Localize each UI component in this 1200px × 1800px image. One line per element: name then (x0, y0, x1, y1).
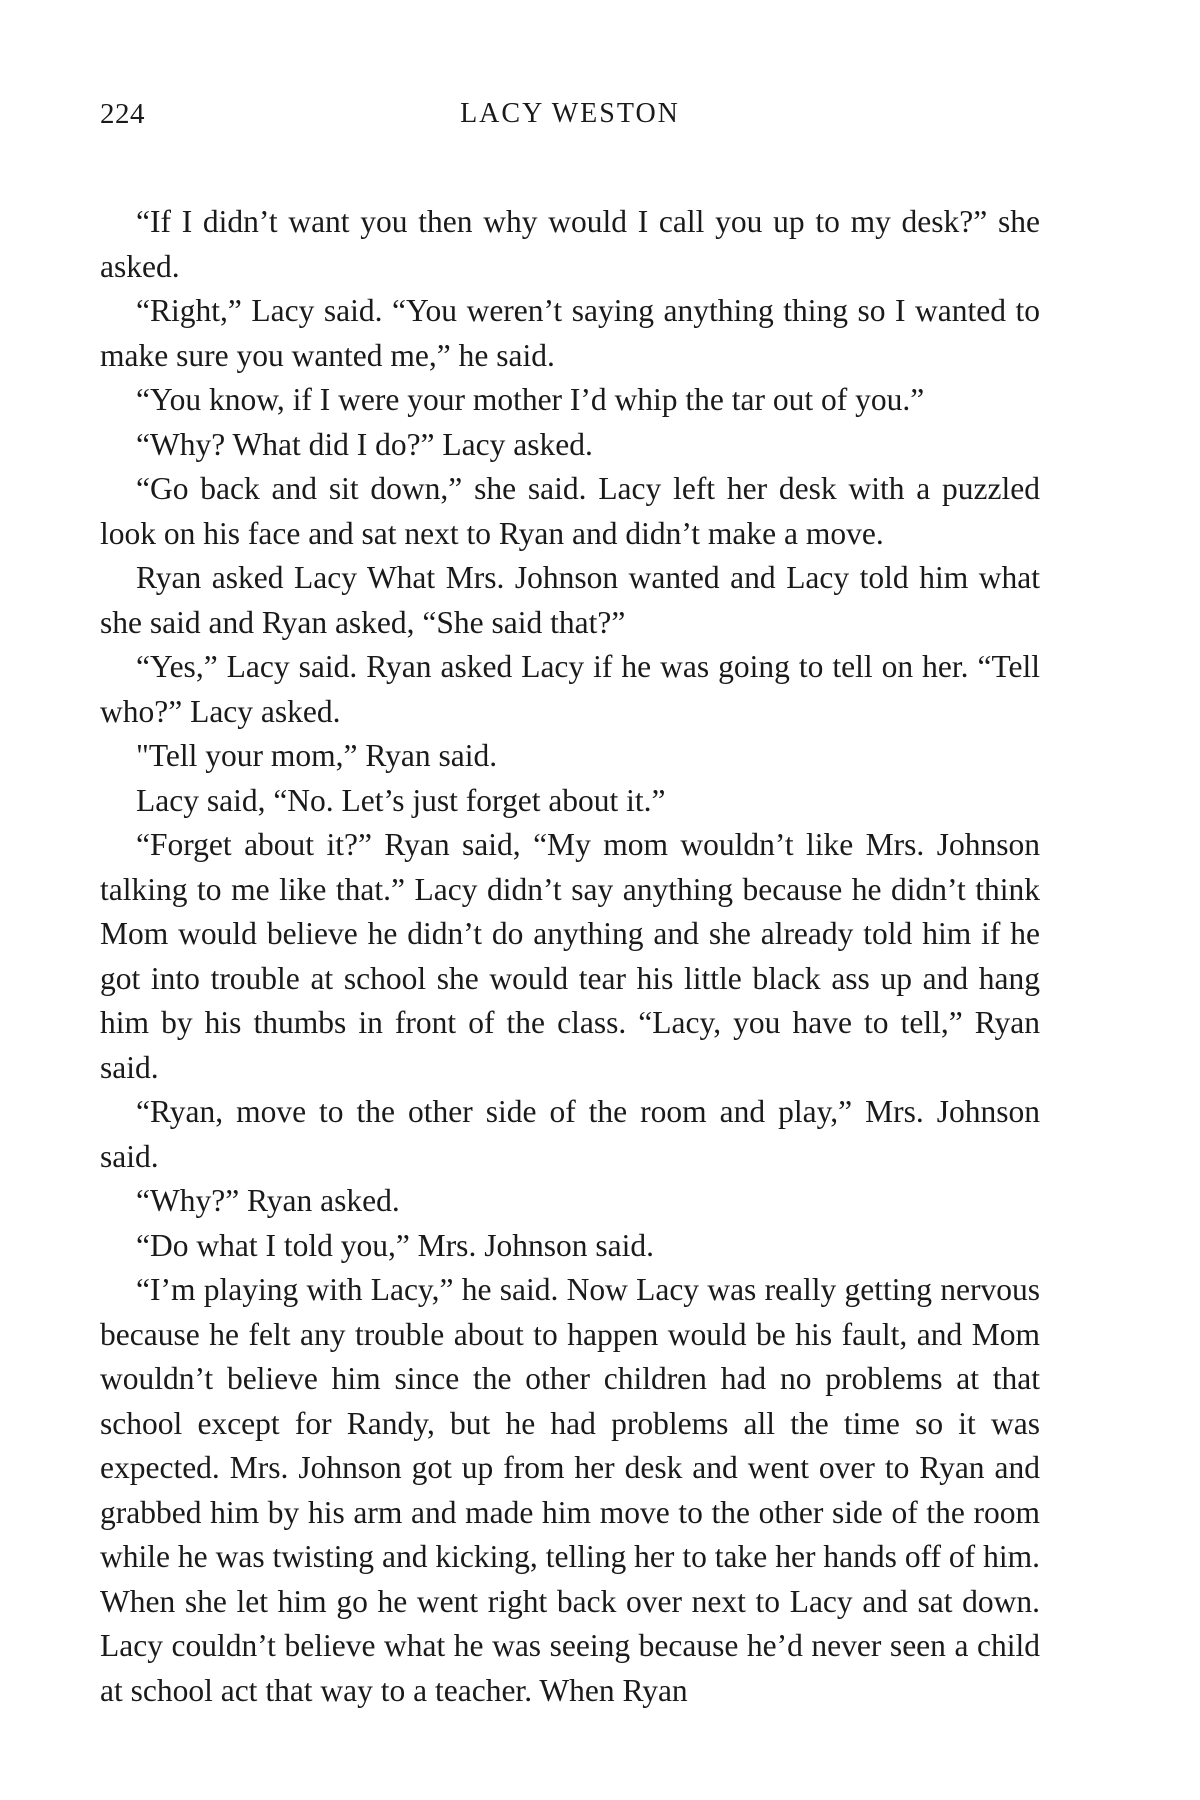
paragraph: "Tell your mom,” Ryan said. (136, 738, 498, 773)
paragraph: “You know, if I were your mother I’d whip the tar out of you.” (136, 382, 925, 417)
paragraph: Ryan asked Lacy What Mrs. Johnson wanted and Lacy told him what she said and Ryan asked, “She said that?” (100, 560, 1040, 640)
paragraph: “If I didn’t want you then why would I call you up to my desk?” she asked. (100, 204, 1040, 284)
paragraph: “I’m playing with Lacy,” he said. Now Lacy was really getting nervous because he felt any trouble about to happen would be his fault, and Mom wouldn’t believe him since the other children had no problems at that school except for Randy, but he had problems all the time so it was expected. Mrs. Johnson got up from her desk and went over to Ryan and grabbed him by his arm and made him move to the other side of the room while he was twisting and kicking, telling her to take her hands off of him. When she let him go he went right back over next to Lacy and sat down. Lacy couldn’t believe what he was seeing because he’d never seen a child at school act that way to a teacher. When Ryan (100, 1272, 1040, 1708)
body-text (100, 200, 1040, 1713)
paragraph: “Ryan, move to the other side of the room and play,” Mrs. Johnson said. (100, 1094, 1040, 1174)
paragraph: “Go back and sit down,” she said. Lacy left her desk with a puzzled look on his face and sat next to Ryan and didn’t make a move. (100, 471, 1040, 551)
paragraph: “Why?” Ryan asked. (136, 1183, 400, 1218)
paragraph: “Do what I told you,” Mrs. Johnson said. (136, 1227, 654, 1263)
paragraph: “Right,” Lacy said. “You weren’t saying anything thing so I wanted to make sure you wanted me,” he said. (100, 293, 1040, 373)
running-title: LACY WESTON (460, 98, 680, 129)
running-header (100, 98, 1040, 138)
paragraph: “Why? What did I do?” Lacy asked. (136, 426, 593, 462)
paragraph: Lacy said, “No. Let’s just forget about it.” (136, 782, 666, 818)
page-number: 224 (100, 98, 145, 130)
paragraph: “Forget about it?” Ryan said, “My mom wouldn’t like Mrs. Johnson talking to me like that.” Lacy didn’t say anything because he didn’t think Mom would believe he didn’t do anything and she already told him if he got into trouble at school she would tear his little black ass up and hang him by his thumbs in front of the class. “Lacy, you have to tell,” Ryan said. (100, 827, 1040, 1085)
paragraph: “Yes,” Lacy said. Ryan asked Lacy if he was going to tell on her. “Tell who?” Lacy asked. (100, 649, 1040, 729)
